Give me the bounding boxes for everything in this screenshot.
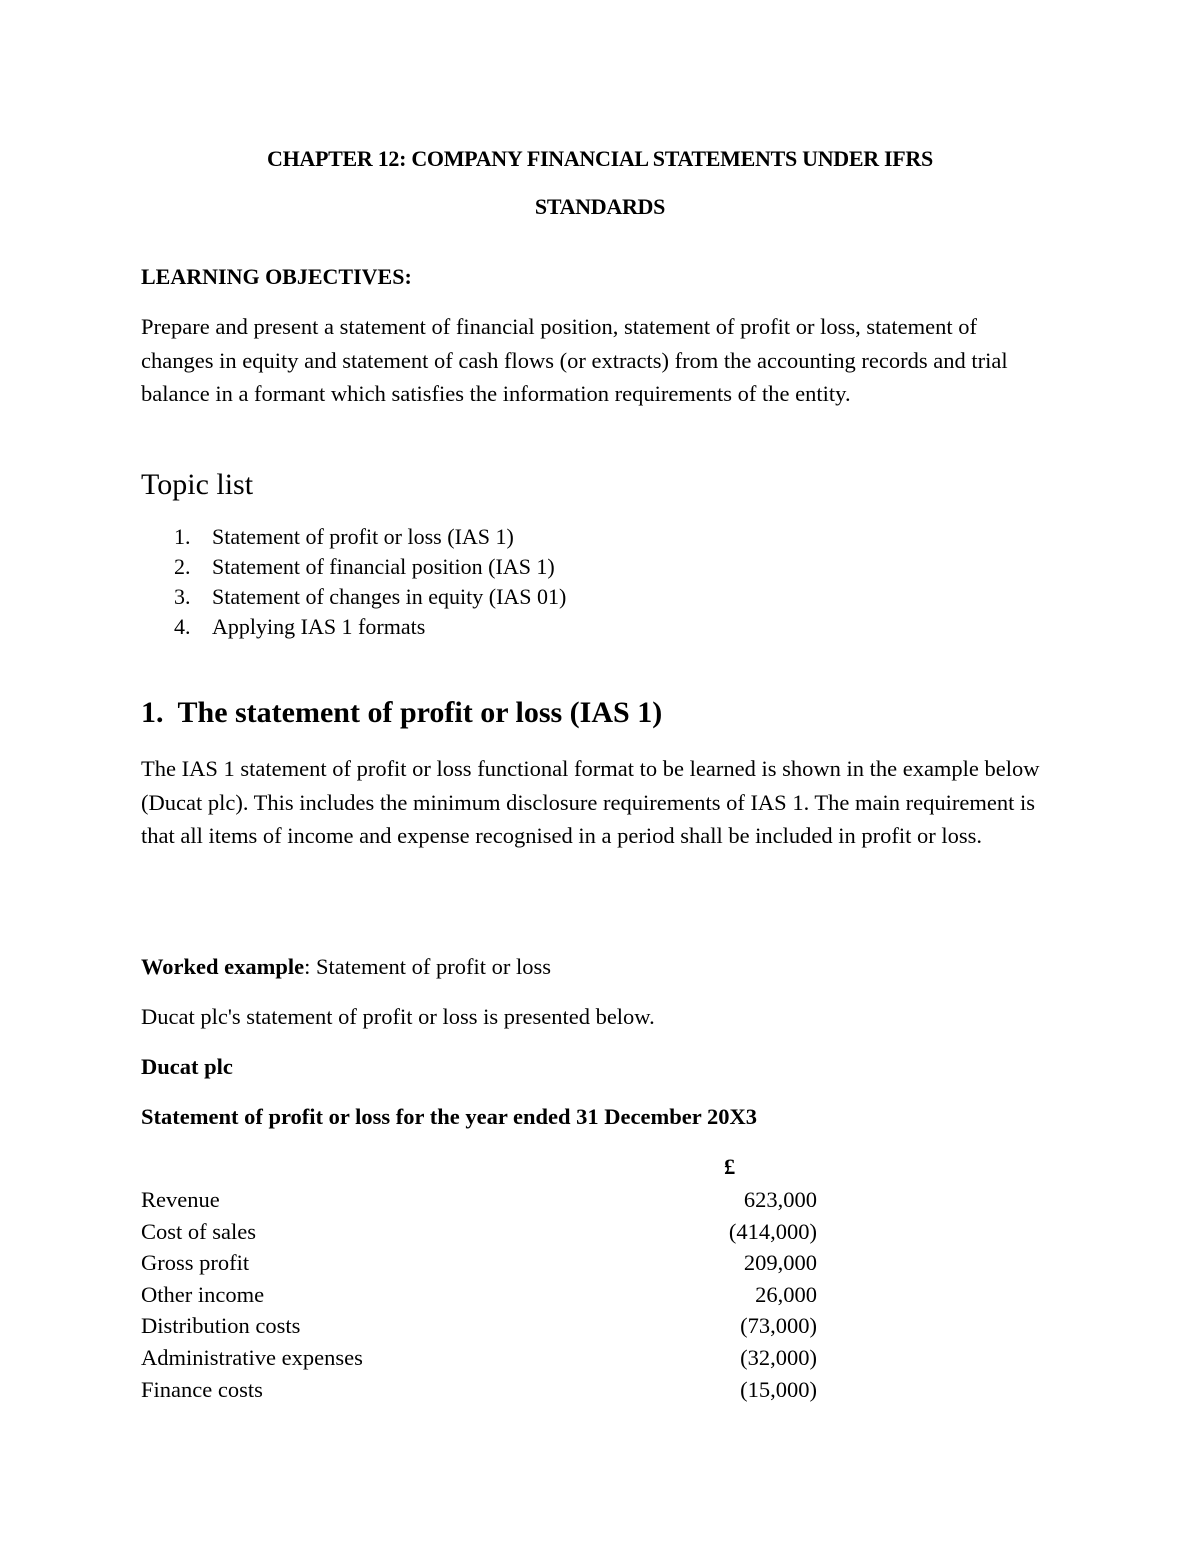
table-row xyxy=(141,1342,821,1374)
table-row xyxy=(141,1310,821,1342)
row-label: Distribution costs xyxy=(141,1313,301,1339)
list-item-number: 3. xyxy=(174,584,191,609)
list-item-label: Applying IAS 1 formats xyxy=(212,614,426,639)
topic-list-heading: Topic list xyxy=(141,468,254,501)
row-label: Finance costs xyxy=(141,1376,263,1402)
list-item-number: 2. xyxy=(174,554,191,579)
list-item-label: Statement of changes in equity (IAS 01) xyxy=(212,584,567,609)
list-item xyxy=(141,612,566,642)
row-value: 623,000 xyxy=(743,1187,817,1212)
section-text: The IAS 1 statement of profit or loss functional format to be learned is shown in the example below (Ducat plc). This includes the minimum disclosure requirements of IAS 1. The main requirement is that all items of income and expense recognised in a period shall be included in profit or loss. xyxy=(141,756,1040,849)
list-item-number: 1. xyxy=(174,524,191,549)
company-name: Ducat plc xyxy=(141,1054,233,1079)
learning-objectives-heading: LEARNING OBJECTIVES: xyxy=(141,264,412,289)
row-value: (32,000) xyxy=(740,1344,817,1370)
table-row xyxy=(141,1247,821,1279)
list-item-label: Statement of profit or loss (IAS 1) xyxy=(212,524,514,549)
worked-example-line xyxy=(141,954,551,980)
row-value: (414,000) xyxy=(728,1218,817,1244)
list-item-number: 4. xyxy=(174,614,191,639)
worked-example-intro: Ducat plc's statement of profit or loss is presented below. xyxy=(141,1004,655,1029)
table-row xyxy=(141,1279,821,1311)
table-row xyxy=(141,1374,821,1406)
list-item xyxy=(141,552,566,582)
row-value: (73,000) xyxy=(740,1313,817,1339)
row-label: Revenue xyxy=(141,1187,220,1212)
row-value: 209,000 xyxy=(743,1250,817,1276)
topic-list xyxy=(141,522,566,642)
row-label: Other income xyxy=(141,1281,265,1307)
worked-example-text: Statement of profit or loss xyxy=(310,954,551,979)
chapter-title-line1: CHAPTER 12: COMPANY FINANCIAL STATEMENTS UNDER IFRS xyxy=(267,146,933,171)
table-row xyxy=(141,1184,821,1216)
learning-objectives-text: Prepare and present a statement of financial position, statement of profit or loss, statement of changes in equity and statement of cash flows (or extracts) from the accounting records and trial balance in a formant which satisfies the information requirements of the entity. xyxy=(141,314,1008,407)
row-label: Cost of sales xyxy=(141,1218,256,1244)
list-item-label: Statement of financial position (IAS 1) xyxy=(212,554,555,579)
row-label: Administrative expenses xyxy=(141,1344,363,1370)
statement-title: Statement of profit or loss for the year ended 31 December 20X3 xyxy=(141,1104,757,1129)
section-heading xyxy=(141,696,662,730)
row-value: (15,000) xyxy=(740,1376,817,1402)
section-title: The statement of profit or loss (IAS 1) xyxy=(177,696,663,729)
chapter-title-line2: STANDARDS xyxy=(534,194,666,219)
currency-header: £ xyxy=(724,1154,736,1179)
table-row xyxy=(141,1216,821,1248)
list-item xyxy=(141,522,566,552)
row-value: 26,000 xyxy=(755,1281,817,1307)
row-label: Gross profit xyxy=(141,1250,250,1276)
worked-example-label: Worked example xyxy=(141,954,305,979)
list-item xyxy=(141,582,566,612)
statement-table xyxy=(141,1184,821,1405)
section-number: 1. xyxy=(141,696,164,729)
worked-example-separator: : xyxy=(304,954,311,979)
